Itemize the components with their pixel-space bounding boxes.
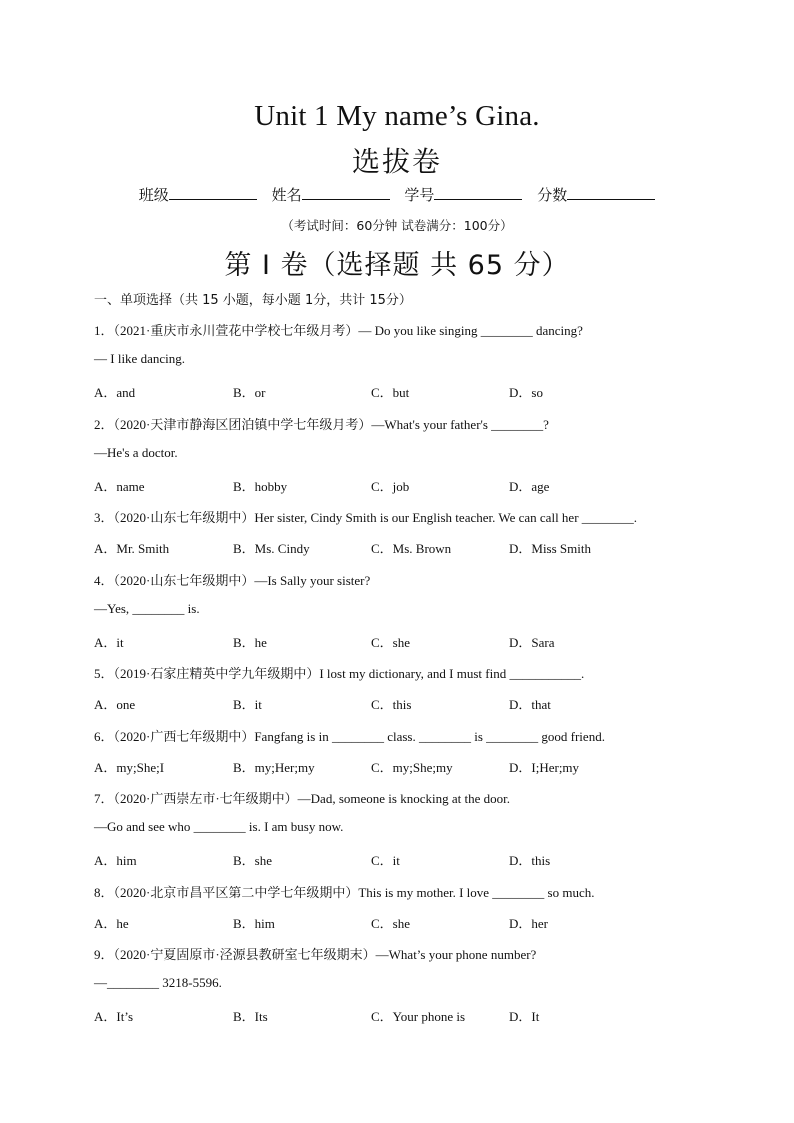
answer-option[interactable]: B．Its: [233, 1009, 268, 1025]
score-label: 分数: [537, 186, 568, 204]
student-id-field[interactable]: [404, 184, 522, 205]
score-field[interactable]: [537, 184, 655, 205]
answer-option[interactable]: A．one: [94, 697, 136, 713]
answer-option[interactable]: A．my;She;I: [94, 759, 165, 775]
answer-option[interactable]: B．my;Her;my: [233, 759, 315, 775]
student-info-line: [0, 184, 794, 205]
answer-option[interactable]: B．it: [233, 697, 262, 713]
answer-option[interactable]: C．it: [371, 853, 400, 869]
answer-option[interactable]: D．that: [509, 697, 551, 713]
question-stem: 1．（2021·重庆市永川萱花中学校七年级月考）— Do you like singing ________ dancing?: [94, 323, 583, 338]
answer-option[interactable]: B．or: [233, 385, 266, 401]
answer-option[interactable]: A．and: [94, 385, 136, 401]
answer-option[interactable]: C．this: [371, 697, 412, 713]
question-dialogue-line: —________ 3218-5596.: [94, 975, 222, 991]
answer-option[interactable]: B．he: [233, 635, 267, 650]
question-stem: 3．（2020·山东七年级期中）Her sister, Cindy Smith is our English teacher. We can call her ________.: [94, 510, 638, 526]
question-dialogue-line: —Go and see who ________ is. I am busy now.: [94, 819, 344, 835]
answer-option[interactable]: A．name: [94, 479, 145, 494]
answer-option[interactable]: B．him: [233, 915, 275, 931]
class-field[interactable]: [139, 184, 257, 205]
name-field[interactable]: [272, 184, 390, 205]
answer-option[interactable]: B．she: [233, 853, 273, 869]
question-stem: 4．（2020·山东七年级期中）—Is Sally your sister?: [94, 572, 371, 588]
answer-option[interactable]: D．It: [509, 1009, 540, 1025]
answer-option[interactable]: D．Miss Smith: [509, 541, 591, 557]
answer-option[interactable]: C．she: [371, 915, 411, 931]
name-label: 姓名: [271, 186, 302, 204]
answer-option[interactable]: A．It’s: [94, 1009, 134, 1025]
section-heading: 一、单项选择（共 15 小题，每小题 1分，共计 15分）: [94, 293, 412, 308]
question-dialogue-line: —Yes, ________ is.: [94, 600, 200, 616]
question-stem: 2．（2020·天津市静海区团泊镇中学七年级月考）—What's your father's ________?: [94, 416, 549, 432]
answer-option[interactable]: D．this: [509, 853, 551, 869]
document-title: Unit 1 My name’s Gina.: [254, 100, 540, 132]
answer-option[interactable]: B．Ms. Cindy: [233, 541, 310, 557]
question-stem: 7．（2020·广西崇左市·七年级期中）—Dad, someone is knocking at the door.: [94, 791, 510, 806]
answer-option[interactable]: A．he: [94, 915, 129, 931]
class-label: 班级: [138, 186, 169, 204]
answer-option[interactable]: D．Sara: [509, 635, 555, 650]
answer-option[interactable]: D．so: [509, 385, 543, 401]
question-dialogue-line: — I like dancing.: [94, 351, 185, 367]
answer-option[interactable]: C．she: [371, 635, 411, 650]
score-blank[interactable]: [567, 185, 655, 200]
student-id-blank[interactable]: [434, 185, 522, 200]
name-blank[interactable]: [302, 185, 390, 200]
answer-option[interactable]: D．her: [509, 915, 548, 931]
answer-option[interactable]: C．job: [371, 479, 410, 494]
answer-option[interactable]: A．him: [94, 853, 137, 869]
question-stem: 8．（2020·北京市昌平区第二中学七年级期中）This is my mother. I love ________ so much.: [94, 884, 595, 900]
answer-option[interactable]: C．but: [371, 385, 410, 401]
part-title: 第 I 卷（选择题 共 65 分）: [224, 250, 570, 281]
question-dialogue-line: —He's a doctor.: [94, 444, 178, 460]
answer-option[interactable]: C．my;She;my: [371, 759, 453, 775]
class-blank[interactable]: [169, 185, 257, 200]
question-stem: 9．（2020·宁夏固原市·泾源县教研室七年级期末）—What’s your phone number?: [94, 947, 537, 962]
answer-option[interactable]: A．it: [94, 635, 124, 650]
answer-option[interactable]: B．hobby: [233, 479, 288, 494]
answer-option[interactable]: C．Your phone is: [371, 1009, 466, 1025]
answer-option[interactable]: A．Mr. Smith: [94, 541, 170, 557]
question-stem: 6．（2020·广西七年级期中）Fangfang is in ________ class. ________ is ________ good friend.: [94, 728, 605, 744]
student-id-label: 学号: [404, 186, 435, 204]
answer-option[interactable]: C．Ms. Brown: [371, 541, 452, 557]
document-subtitle: 选拔卷: [351, 145, 442, 178]
exam-note: （考试时间：60分钟 试卷满分：100分）: [281, 218, 513, 233]
question-stem: 5．（2019·石家庄精英中学九年级期中）I lost my dictionary, and I must find ___________.: [94, 666, 585, 682]
answer-option[interactable]: D．I;Her;my: [509, 759, 580, 775]
answer-option[interactable]: D．age: [509, 479, 550, 494]
